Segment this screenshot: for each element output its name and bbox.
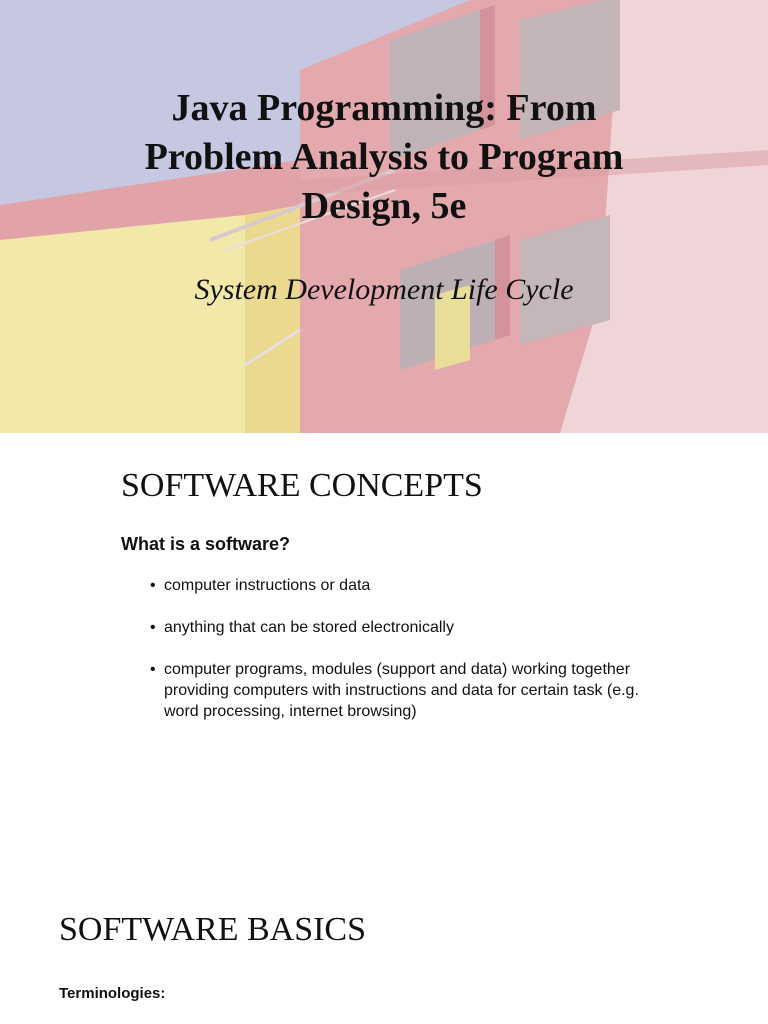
bullet-list: [150, 575, 650, 743]
bullet-text: computer instructions or data: [164, 577, 371, 594]
terminologies-label: Terminologies:: [59, 985, 166, 1002]
list-item: [150, 617, 650, 638]
slide-question: What is a software?: [121, 534, 291, 554]
bullet-icon: •: [150, 577, 156, 594]
title-line: Java Programming: From: [171, 87, 597, 129]
software-basics-slide: [0, 863, 768, 1024]
presentation-subtitle: System Development Life Cycle: [194, 273, 574, 306]
presentation-title: [0, 84, 768, 231]
title-line: Design, 5e: [301, 185, 467, 227]
bullet-icon: •: [150, 619, 156, 636]
bullet-text: computer programs, modules (support and data) working together providing computers with instructions and data for certain task (e.g. word processing, internet browsing): [164, 661, 639, 720]
bullet-text: anything that can be stored electronically: [164, 619, 454, 636]
title-line: Problem Analysis to Program: [144, 136, 624, 178]
slide-heading: SOFTWARE CONCEPTS: [121, 467, 483, 504]
list-item: [150, 575, 650, 596]
bullet-icon: •: [150, 661, 156, 678]
list-item: [150, 659, 650, 722]
software-concepts-slide: [0, 433, 768, 863]
slide-heading: SOFTWARE BASICS: [59, 911, 367, 948]
title-slide: [0, 0, 768, 433]
